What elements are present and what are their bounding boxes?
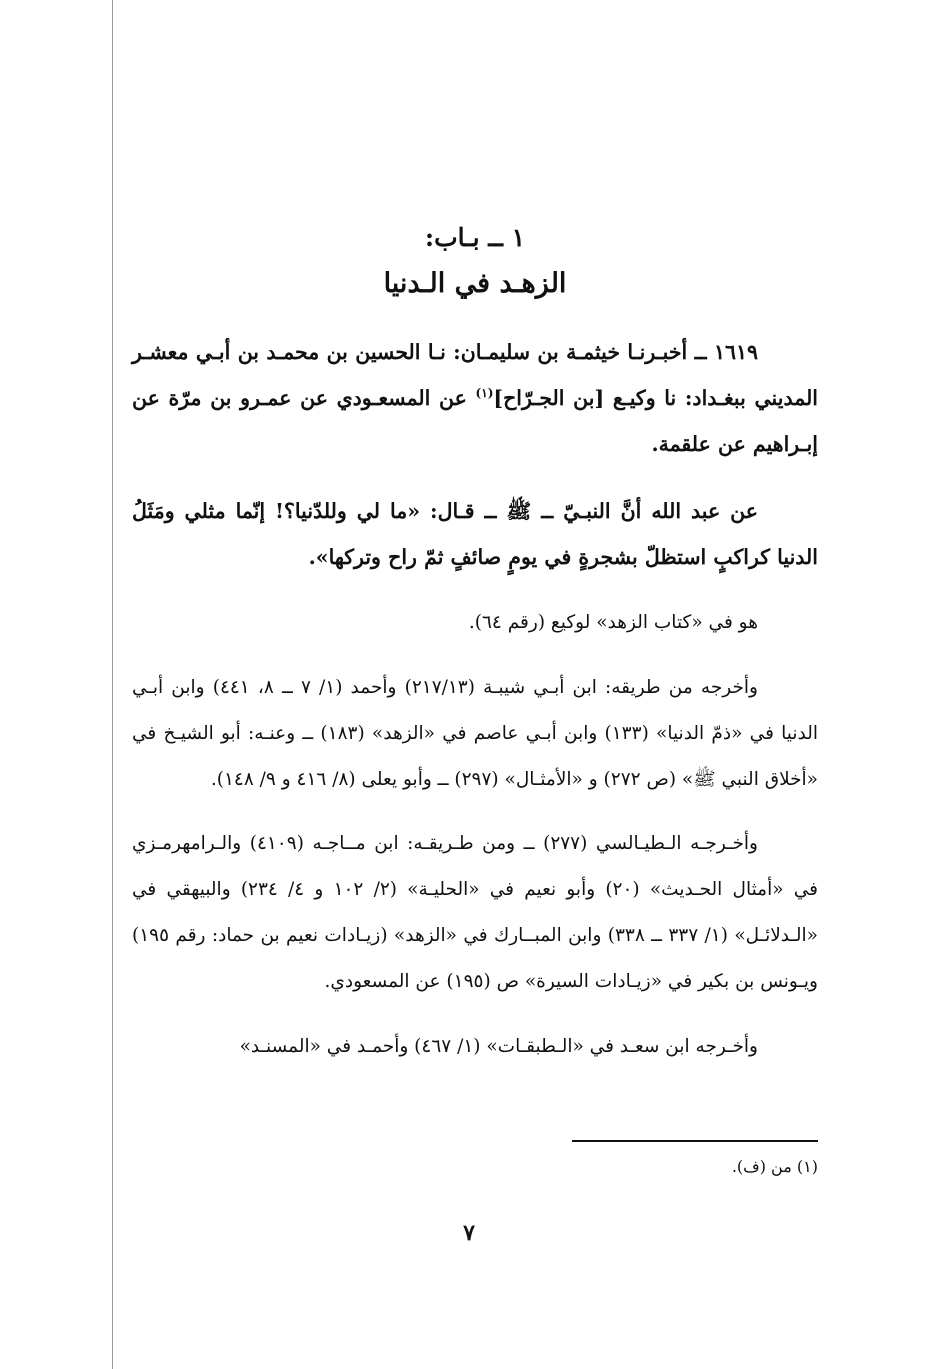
hadith-narration-chain xyxy=(132,329,818,467)
takhrij-paragraph-1: هو في «كتاب الزهد» لوكيع (رقم ٦٤). xyxy=(468,612,758,633)
page-body xyxy=(132,215,818,1088)
footnote-text: من (ف). xyxy=(731,1157,792,1176)
footnote-reference[interactable]: (١) xyxy=(475,386,494,401)
chapter-subtitle: الزهـد في الـدنيا xyxy=(383,268,567,299)
takhrij-paragraph-2: وأخرجه من طريقه: ابن أبـي شيبـة (٢١٧/١٣) وأحمد (١/ ٧ ــ ٨، ٤٤١) وابن أبـي الدنيا في «ذمّ الدنيا» (١٣٣) وابن أبـي عاصم في «الزهد» (١٨٣) ــ وعنـه: أبو الشيـخ في «أخلاق النبي ﷺ» (ص ٢٧٢) و «الأمثـال» (٢٩٧) ــ وأبو يعلى (٨/ ٤١٦ و ٩/ ١٤٨). xyxy=(132,676,818,790)
hadith-number-separator: ــ xyxy=(687,340,714,364)
footnote-divider xyxy=(572,1140,818,1142)
chapter-title: ١ ــ بـاب: xyxy=(424,223,526,252)
footnote xyxy=(132,1152,818,1182)
page-binding-edge xyxy=(112,0,113,1369)
chapter-heading xyxy=(132,215,818,307)
isnad-text-end: عن المسعـودي عن عمـرو بن مرّة عن إبـراهيم عن علقمة. xyxy=(132,386,818,456)
footnote-number: (١) xyxy=(796,1157,818,1176)
takhrij-paragraph-4: وأخـرجه ابن سعـد في «الـطبقـات» (١/ ٤٦٧) وأحمـد في «المسنـد» xyxy=(239,1035,758,1057)
hadith-number: ١٦١٩ xyxy=(713,340,758,364)
isnad-text: أخبـرنـا خيثمـة بن سليمـان: نـا الحسين بن محمـد بن أبـي معشـر المديني ببغـداد: نا وكيـع [بن الجـرّاح] xyxy=(132,340,819,410)
page-number: ٧ xyxy=(463,1220,475,1246)
takhrij-paragraph-3: وأخـرجـه الـطيـالسي (٢٧٧) ــ ومن طـريقـه: ابن مــاجـه (٤١٠٩) والـرامهرمـزي في «أمثال الحـديث» (٢٠) وأبو نعيم في «الحليـة» (٢/ ١٠٢ و ٤/ ٢٣٤) والبيهقي في «الـدلائـل» (١/ ٣٣٧ ــ ٣٣٨) وابن المبــارك في «الزهد» (زيـادات نعيم بن حماد: رقم ١٩٥) ويـونس بن بكير في «زيـادات السيرة» ص (١٩٥) عن المسعودي. xyxy=(132,833,818,992)
hadith-matn: عن عبد الله أنَّ النبـيّ ــ ﷺ ــ قـال: «ما لي وللدّنيا؟! إنّما مثلي ومَثَلُ الدنيا كراكبٍ استظلّ بشجرةٍ في يومٍ صائفٍ ثمّ راح وتركها». xyxy=(132,498,818,569)
